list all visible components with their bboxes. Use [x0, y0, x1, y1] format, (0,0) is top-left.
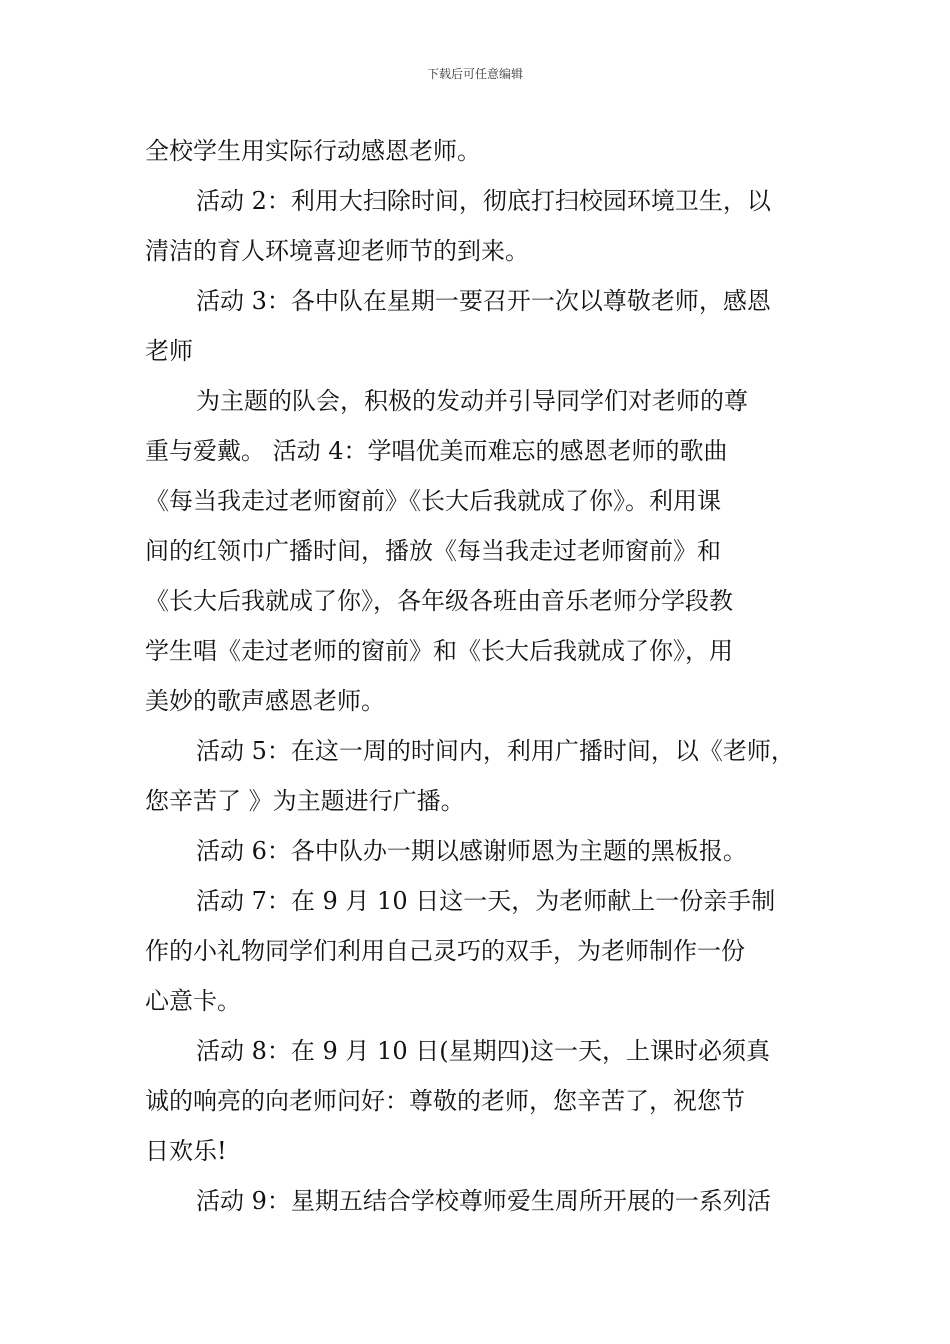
document-body — [145, 126, 807, 1226]
text-line: 为主题的队会，积极的发动并引导同学们对老师的尊 — [196, 387, 748, 415]
text-line: 活动 9：星期五结合学校尊师爱生周所开展的一系列活 — [196, 1187, 771, 1215]
page-header: 下载后可任意编辑 — [426, 67, 523, 81]
text-line: 日欢乐! — [145, 1137, 227, 1165]
text-line: 活动 6：各中队办一期以感谢师恩为主题的黑板报。 — [196, 837, 747, 865]
text-line: 活动 7：在 9 月 10 日这一天，为老师献上一份亲手制 — [196, 887, 776, 915]
text-line: 您辛苦了 》为主题进行广播。 — [145, 787, 465, 815]
text-line: 诚的响亮的向老师问好：尊敬的老师，您辛苦了，祝您节 — [145, 1087, 745, 1115]
text-line: 清洁的育人环境喜迎老师节的到来。 — [145, 237, 529, 265]
text-line: 活动 5：在这一周的时间内，利用广播时间，以《老师， — [196, 737, 795, 765]
text-line: 《长大后我就成了你》，各年级各班由音乐老师分学段教 — [145, 587, 733, 615]
text-line: 学生唱《走过老师的窗前》和《长大后我就成了你》，用 — [145, 637, 733, 665]
text-line: 老师 — [145, 337, 193, 365]
text-line: 间的红领巾广播时间，播放《每当我走过老师窗前》和 — [145, 537, 721, 565]
text-line: 美妙的歌声感恩老师。 — [145, 687, 385, 715]
text-line: 活动 8：在 9 月 10 日(星期四)这一天，上课时必须真 — [196, 1037, 770, 1065]
text-line: 《每当我走过老师窗前》《长大后我就成了你》。利用课 — [145, 487, 721, 515]
text-line: 活动 2：利用大扫除时间，彻底打扫校园环境卫生，以 — [196, 187, 771, 215]
text-line: 活动 3：各中队在星期一要召开一次以尊敬老师，感恩 — [196, 287, 771, 315]
text-line: 全校学生用实际行动感恩老师。 — [145, 137, 481, 165]
text-line: 心意卡。 — [145, 987, 241, 1015]
text-line: 重与爱戴。 活动 4：学唱优美而难忘的感恩老师的歌曲 — [145, 437, 728, 465]
text-line: 作的小礼物同学们利用自己灵巧的双手，为老师制作一份 — [145, 937, 745, 965]
